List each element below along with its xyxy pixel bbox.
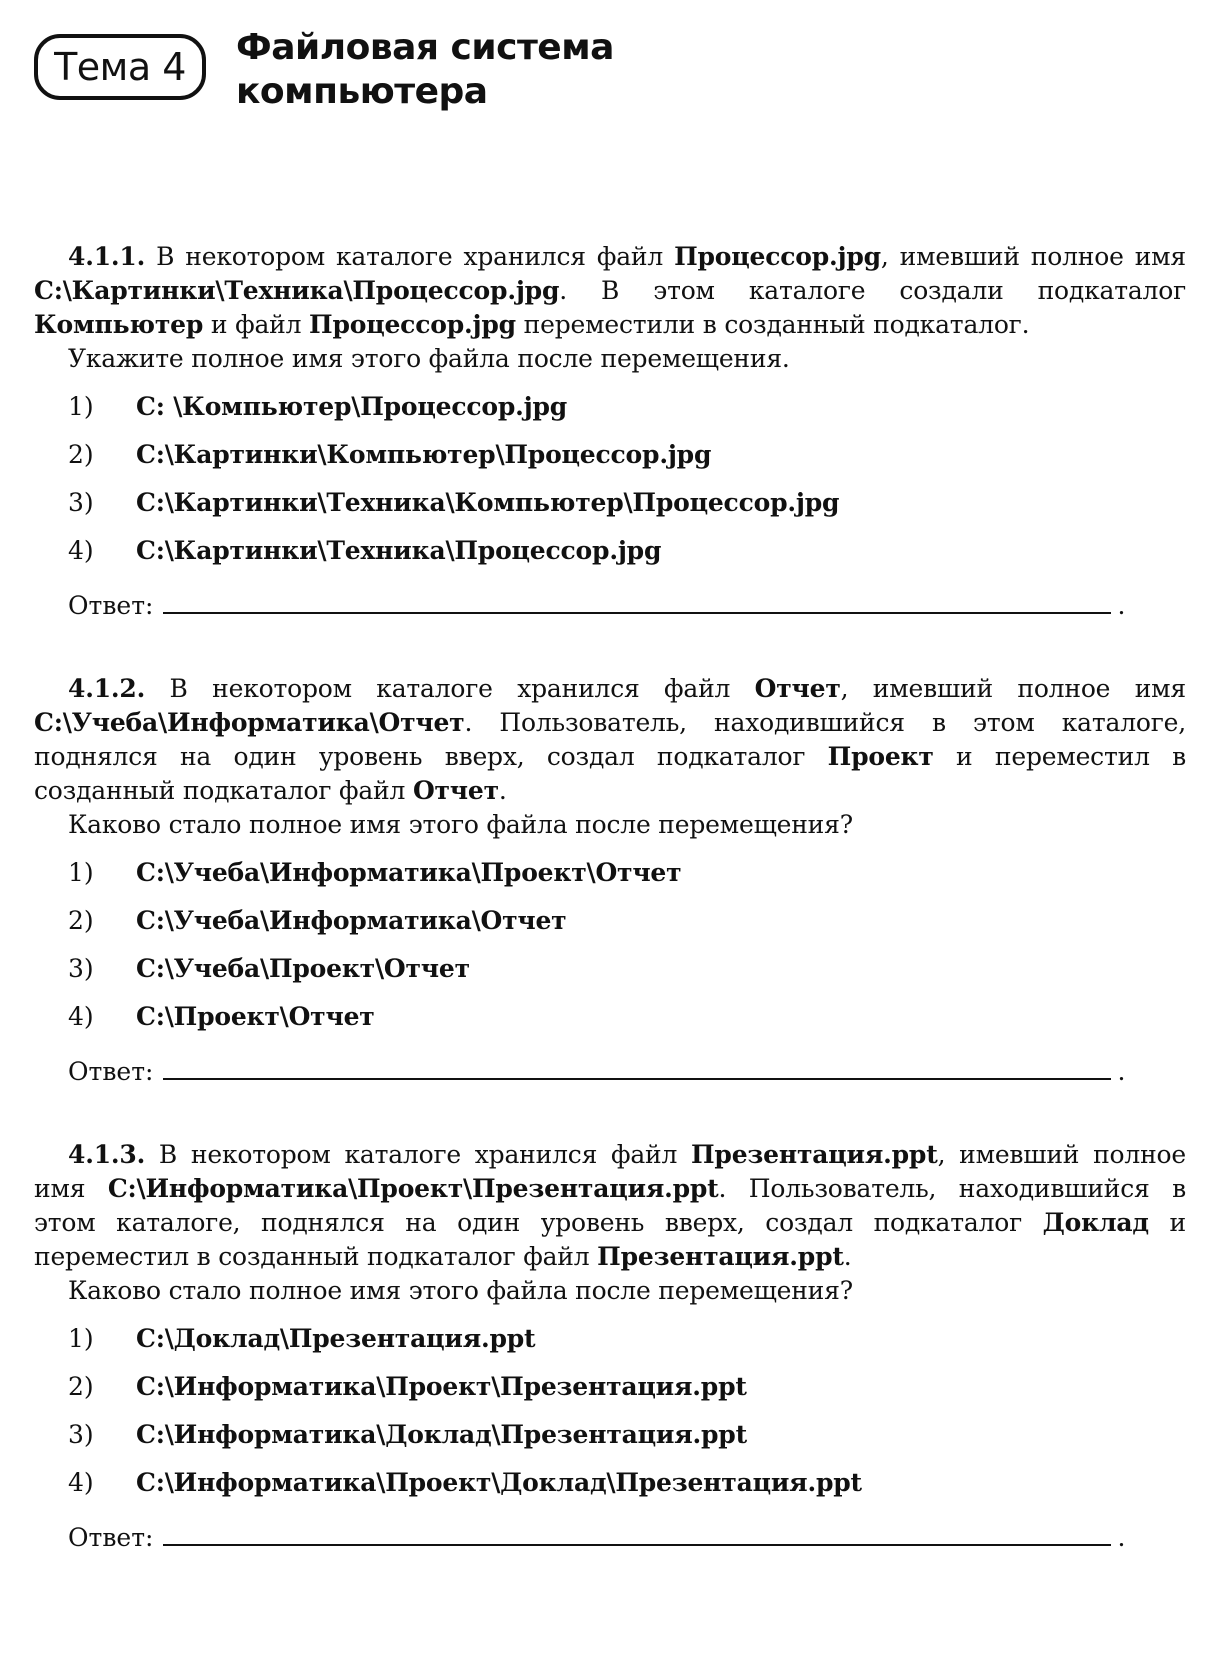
- option-text: C: \Компьютер\Процессор.jpg: [136, 391, 568, 421]
- task-text-bold: C:\Информатика\Проект\Презентация.ppt: [107, 1174, 719, 1203]
- task-text-bold: Отчет: [754, 674, 841, 703]
- task-text-part: , имевший полное имя: [840, 674, 1186, 703]
- option-number: 2): [68, 1371, 94, 1401]
- option-number: 3): [68, 487, 94, 517]
- task-text-part: и переместил в созданный подкаталог файл: [34, 1208, 1186, 1271]
- task-text-part: . В этом каталоге создали подкаталог: [559, 276, 1186, 305]
- answer-label: Ответ:: [68, 591, 154, 620]
- option-number: 3): [68, 953, 94, 983]
- option-text: C:\Картинки\Компьютер\Процессор.jpg: [136, 439, 712, 469]
- option-number: 2): [68, 905, 94, 935]
- task-text-part: , имевший полное имя: [34, 1140, 1186, 1203]
- answer-option-2[interactable]: [34, 430, 1186, 478]
- option-number: 1): [68, 1323, 94, 1353]
- answer-line-field[interactable]: [163, 1078, 1111, 1080]
- task-4-1-1: [34, 240, 1186, 620]
- option-text: C:\Информатика\Доклад\Презентация.ppt: [136, 1419, 747, 1449]
- answer-line-field[interactable]: [163, 612, 1111, 614]
- page-title-line-1: Файловая система: [236, 27, 614, 68]
- answer-period: .: [1117, 591, 1126, 620]
- task-text-bold: Презентация.ppt: [691, 1140, 938, 1169]
- task-text-bold: Презентация.ppt: [597, 1242, 844, 1271]
- option-text: C:\Информатика\Проект\Презентация.ppt: [136, 1371, 747, 1401]
- task-text-part: . Пользователь, находившийся в этом каталоге, поднялся на один уровень вверх, создал подкаталог: [34, 1174, 1186, 1237]
- task-text-part: .: [498, 776, 507, 805]
- option-number: 3): [68, 1419, 94, 1449]
- answer-option-3[interactable]: [34, 1410, 1186, 1458]
- task-number: 4.1.3.: [68, 1140, 146, 1169]
- answer-options: [34, 848, 1186, 1040]
- answer-option-2[interactable]: [34, 896, 1186, 944]
- task-text-part: . Пользователь, находившийся в этом каталоге, поднялся на один уровень вверх, создал подкаталог: [34, 708, 1186, 771]
- topic-label: Тема 4: [54, 45, 186, 89]
- answer-line-field[interactable]: [163, 1544, 1111, 1546]
- task-number: 4.1.2.: [68, 674, 146, 703]
- task-text-part: переместили в созданный подкаталог.: [515, 310, 1030, 339]
- option-text: C:\Учеба\Информатика\Отчет: [136, 905, 567, 935]
- option-text: C:\Информатика\Проект\Доклад\Презентация.ppt: [136, 1467, 862, 1497]
- option-number: 1): [68, 391, 94, 421]
- answer-option-1[interactable]: [34, 1314, 1186, 1362]
- task-text-bold: Процессор.jpg: [674, 242, 881, 271]
- topic-badge: [34, 34, 206, 100]
- task-question: Каково стало полное имя этого файла после перемещения?: [68, 810, 853, 839]
- option-text: C:\Картинки\Техника\Компьютер\Процессор.jpg: [136, 487, 840, 517]
- task-text-part: В некотором каталоге хранился файл: [145, 674, 755, 703]
- task-4-1-3: [34, 1138, 1186, 1552]
- option-number: 4): [68, 1467, 94, 1497]
- answer-options: [34, 382, 1186, 574]
- answer-label: Ответ:: [68, 1057, 154, 1086]
- task-text-bold: Отчет: [412, 776, 499, 805]
- task-text-part: В некотором каталоге хранился файл: [145, 1140, 692, 1169]
- option-number: 2): [68, 439, 94, 469]
- answer-option-4[interactable]: [34, 1458, 1186, 1506]
- answer-option-4[interactable]: [34, 992, 1186, 1040]
- task-statement: [34, 672, 1186, 808]
- option-text: C:\Проект\Отчет: [136, 1001, 375, 1031]
- page-title-line-2: компьютера: [236, 71, 488, 112]
- answer-label: Ответ:: [68, 1523, 154, 1552]
- task-question: Каково стало полное имя этого файла после перемещения?: [68, 1276, 853, 1305]
- option-number: 1): [68, 857, 94, 887]
- option-number: 4): [68, 1001, 94, 1031]
- task-text-bold: Компьютер: [34, 310, 204, 339]
- task-text-bold: Процессор.jpg: [309, 310, 516, 339]
- option-text: C:\Картинки\Техника\Процессор.jpg: [136, 535, 662, 565]
- answer-option-2[interactable]: [34, 1362, 1186, 1410]
- task-4-1-2: [34, 672, 1186, 1086]
- option-text: C:\Учеба\Проект\Отчет: [136, 953, 470, 983]
- answer-option-3[interactable]: [34, 944, 1186, 992]
- task-text-part: и файл: [203, 310, 310, 339]
- option-text: C:\Учеба\Информатика\Проект\Отчет: [136, 857, 682, 887]
- task-statement: [34, 1138, 1186, 1274]
- answer-row: [34, 580, 1186, 620]
- answer-options: [34, 1314, 1186, 1506]
- task-text-part: .: [843, 1242, 852, 1271]
- task-text-bold: Проект: [827, 742, 934, 771]
- task-text-bold: C:\Картинки\Техника\Процессор.jpg: [34, 276, 560, 305]
- task-text-bold: Доклад: [1042, 1208, 1149, 1237]
- task-number: 4.1.1.: [68, 242, 146, 271]
- task-question: Укажите полное имя этого файла после перемещения.: [68, 344, 790, 373]
- answer-option-3[interactable]: [34, 478, 1186, 526]
- answer-period: .: [1117, 1523, 1126, 1552]
- option-number: 4): [68, 535, 94, 565]
- task-text-part: В некотором каталоге хранился файл: [145, 242, 675, 271]
- task-text-part: , имевший полное имя: [880, 242, 1186, 271]
- task-text-bold: C:\Учеба\Информатика\Отчет: [34, 708, 465, 737]
- page-title: [236, 26, 836, 114]
- option-text: C:\Доклад\Презентация.ppt: [136, 1323, 536, 1353]
- task-text-part: и переместил в созданный подкаталог файл: [34, 742, 1186, 805]
- answer-option-1[interactable]: [34, 848, 1186, 896]
- answer-option-4[interactable]: [34, 526, 1186, 574]
- answer-row: [34, 1046, 1186, 1086]
- task-statement: [34, 240, 1186, 342]
- answer-row: [34, 1512, 1186, 1552]
- answer-option-1[interactable]: [34, 382, 1186, 430]
- answer-period: .: [1117, 1057, 1126, 1086]
